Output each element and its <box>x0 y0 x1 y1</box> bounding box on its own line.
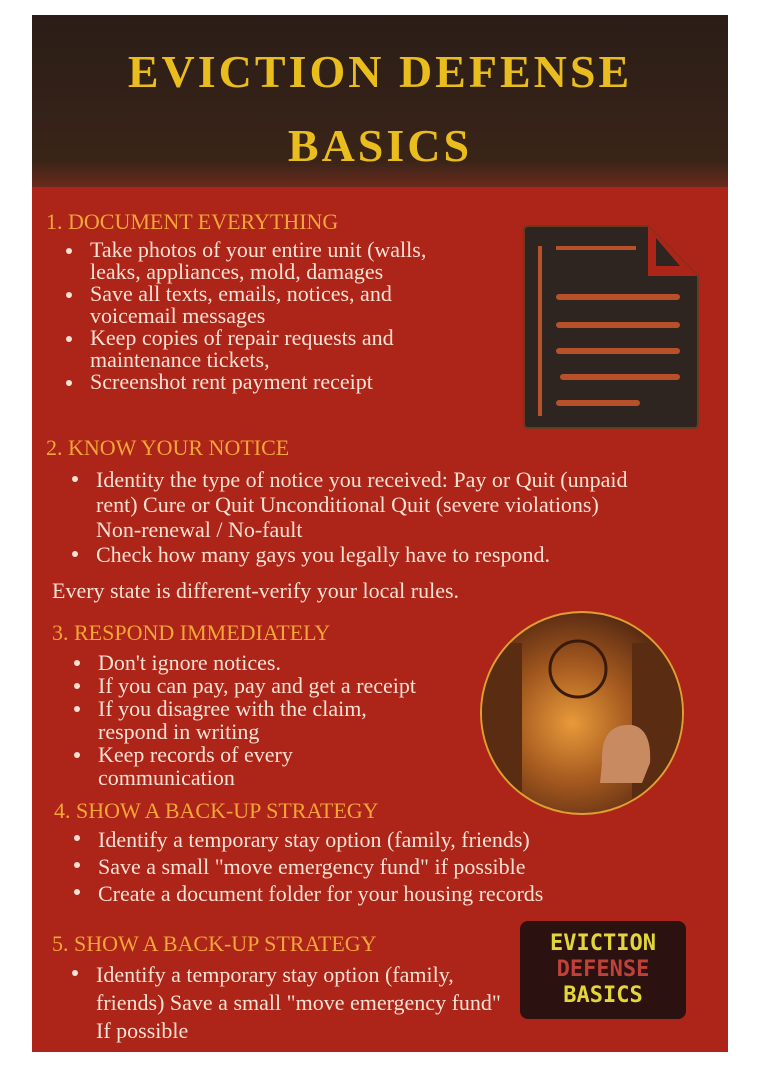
section-3-heading: 3. RESPOND IMMEDIATELY <box>52 620 331 645</box>
list-item: Create a document folder for your housing records <box>70 880 670 907</box>
section-2-heading: 2. KNOW YOUR NOTICE <box>46 435 290 460</box>
list-item: Identity the type of notice you received: Pay or Quit (unpaid rent) Cure or Quit Unconditional Quit (severe violations) Non-renewal / No-fault <box>68 467 648 542</box>
title-line-1: EVICTION DEFENSE <box>127 46 633 97</box>
eviction-defense-logo <box>520 921 686 1019</box>
list-item: If you can pay, pay and get a receipt <box>70 674 480 697</box>
list-item: Identify a temporary stay option (family, friends) Save a small "move emergency fund" If possible <box>68 961 508 1045</box>
list-item: Take photos of your entire unit (walls, leaks, appliances, mold, damages <box>62 239 462 283</box>
document-icon <box>520 224 702 429</box>
section-4-list <box>70 826 670 907</box>
header <box>32 15 728 187</box>
logo-line-1: EVICTION <box>550 931 656 956</box>
logo-line-3: BASICS <box>563 983 643 1008</box>
list-item: Identify a temporary stay option (family, friends) <box>70 826 670 853</box>
list-item: Save all texts, emails, notices, and voicemail messages <box>62 283 462 327</box>
section-5-heading: 5. SHOW A BACK-UP STRATEGY <box>52 931 377 956</box>
list-item: Save a small "move emergency fund" if possible <box>70 853 670 880</box>
note: Every state is different-verify your local rules. <box>52 578 460 603</box>
title-line-2: BASICS <box>287 120 473 171</box>
list-item: Check how many gays you legally have to respond. <box>68 542 648 567</box>
section-1-list <box>62 239 462 393</box>
list-item: Screenshot rent payment receipt <box>62 371 462 393</box>
section-2-list <box>68 467 648 567</box>
list-item: If you disagree with the claim, respond in writing <box>70 697 398 743</box>
list-item: Keep copies of repair requests and maintenance tickets, <box>62 327 462 371</box>
section-3-list <box>70 651 480 789</box>
reading-room-illustration <box>480 611 684 815</box>
section-1-heading: 1. DOCUMENT EVERYTHING <box>46 209 339 234</box>
section-5-list <box>68 961 508 1045</box>
section-4-heading: 4. SHOW A BACK-UP STRATEGY <box>54 798 379 823</box>
logo-line-2: DEFENSE <box>556 957 650 982</box>
list-item: Don't ignore notices. <box>70 651 480 674</box>
poster <box>32 15 728 1052</box>
list-item: Keep records of every communication <box>70 743 328 789</box>
